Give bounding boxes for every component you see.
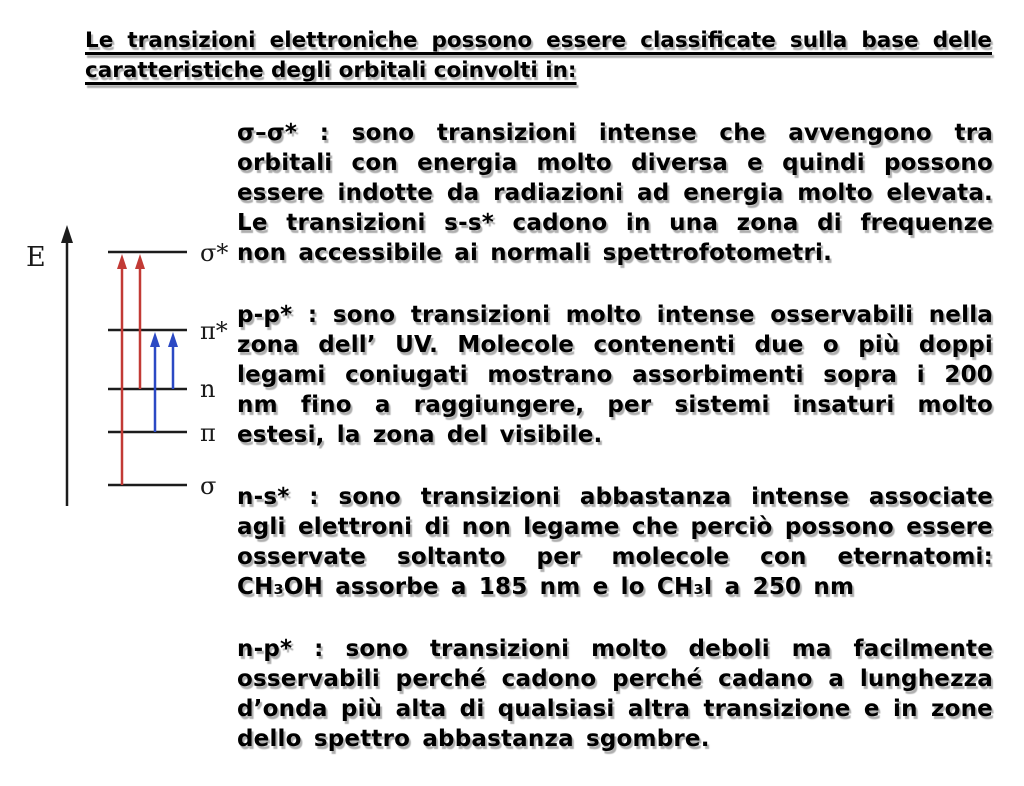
energy-axis-label: E [26,242,46,273]
level-label-pi: π [200,419,216,447]
level-label-sigma: σ [200,472,217,500]
paragraph-n-s-star: n-s* : sono transizioni abbastanza intense associate agli elettroni di non legame che perciò possono essere osservate soltanto per molecole con eternatomi: CH₃OH assorbe a 185 nm e lo CH₃I a 250 nm [237,484,993,600]
transition-arrowhead-n-to-sigma-star-icon [135,254,145,269]
level-label-n: n [200,375,216,403]
paragraph-n-p-star: n-p* : sono transizioni molto deboli ma facilmente osservabili perché cadono perché cadano a lunghezza d’onda più alta di qualsiasi altra transizione e in zone dello spettro abbastanza sgombre. [237,636,993,752]
body-text-column [237,118,993,786]
slide-title: Le transizioni elettroniche possono essere classificate sulla base delle caratteristiche degli orbitali coinvolti in: [85,28,992,83]
paragraph-p-p-star: p-p* : sono transizioni molto intense osservabili nella zona dell’ UV. Molecole contenenti due o più doppi legami coniugati mostrano assorbimenti sopra i 200 nm fino a raggiungere, per sistemi insaturi molto estesi, la zona del visibile. [237,302,993,448]
energy-level-diagram [15,222,230,517]
paragraph-sigma-sigma-star: σ–σ* : sono transizioni intense che avvengono tra orbitali con energia molto diversa e quindi possono essere indotte da radiazioni ad energia molto elevata. Le transizioni s-s* cadono in una zona di frequenze non accessibile ai normali spettrofotometri. [237,120,993,266]
transition-arrowhead-pi-to-pi-star-icon [150,332,160,347]
transition-arrowhead-n-to-pi-star-icon [168,332,178,347]
level-label-sigma-star: σ* [200,239,229,267]
transition-arrowhead-sigma-to-sigma-star-icon [117,254,127,269]
energy-axis-arrow-icon [61,225,73,243]
level-label-pi-star: π* [200,317,228,345]
